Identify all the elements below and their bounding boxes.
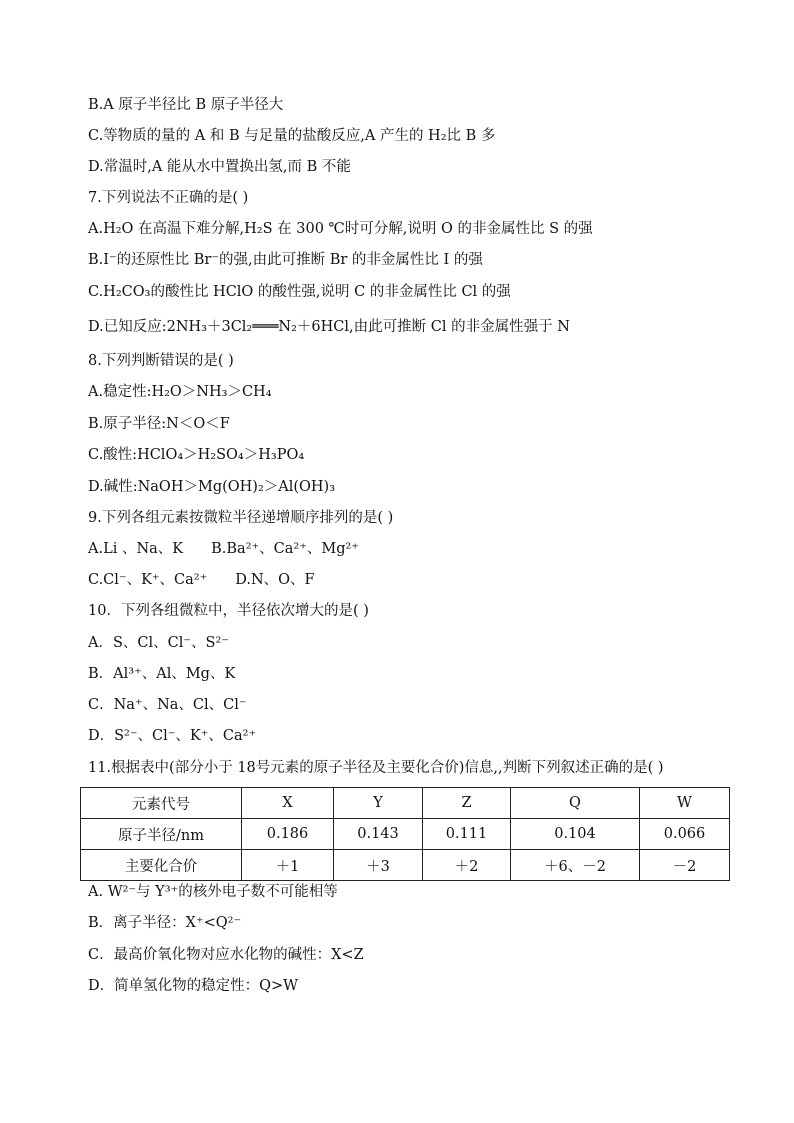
- table-cell: －2: [640, 850, 730, 881]
- q11-option-c: C．最高价氧化物对应水化物的碱性：X<Z: [88, 947, 364, 963]
- table-row: [81, 788, 730, 819]
- table-cell: 主要化合价: [81, 850, 242, 881]
- q7-option-c: C.H₂CO₃的酸性比 HClO 的酸性强,说明 C 的非金属性比 Cl 的强: [88, 284, 511, 300]
- q9-option-d: D.N、O、F: [235, 572, 315, 588]
- element-info-table: [80, 787, 730, 881]
- table-cell: Z: [423, 788, 511, 819]
- q7-option-d: D.已知反应:2NH₃＋3Cl₂═══N₂＋6HCl,由此可推断 Cl 的非金属性强于 N: [88, 319, 570, 335]
- table-cell: W: [640, 788, 730, 819]
- q8-option-a: A.稳定性:H₂O＞NH₃＞CH₄: [88, 384, 272, 400]
- q10-stem: 10．下列各组微粒中，半径依次增大的是( ): [88, 603, 369, 619]
- q10-option-c: C．Na⁺、Na、Cl、Cl⁻: [88, 697, 247, 713]
- q9-option-a: A.Li 、Na、K: [88, 541, 184, 557]
- q10-option-d: D．S²⁻、Cl⁻、K⁺、Ca²⁺: [88, 728, 257, 744]
- q9-options-cd: [88, 570, 315, 590]
- table-cell: 0.143: [334, 819, 423, 850]
- q8-option-b: B.原子半径:N＜O＜F: [88, 416, 230, 432]
- table-cell: 原子半径/nm: [81, 819, 242, 850]
- q10-option-b: B．Al³⁺、Al、Mg、K: [88, 666, 236, 682]
- q9-stem: 9.下列各组元素按微粒半径递增顺序排列的是( ): [88, 510, 394, 526]
- table-cell: 0.066: [640, 819, 730, 850]
- table-cell: Y: [334, 788, 423, 819]
- q6-option-c: C.等物质的量的 A 和 B 与足量的盐酸反应,A 产生的 H₂比 B 多: [88, 128, 496, 144]
- q8-option-c: C.酸性:HClO₄＞H₂SO₄＞H₃PO₄: [88, 447, 305, 463]
- table-cell: ＋3: [334, 850, 423, 881]
- table-cell: ＋1: [242, 850, 334, 881]
- q9-option-b: B.Ba²⁺、Ca²⁺、Mg²⁺: [211, 541, 359, 557]
- q7-stem: 7.下列说法不正确的是( ): [88, 190, 249, 206]
- q7-option-a: A.H₂O 在高温下难分解,H₂S 在 300 ℃时可分解,说明 O 的非金属性比 S 的强: [88, 221, 593, 237]
- table-cell: 0.104: [511, 819, 640, 850]
- table-cell: X: [242, 788, 334, 819]
- table-cell: ＋2: [423, 850, 511, 881]
- table-cell: 元素代号: [81, 788, 242, 819]
- table-row: [81, 850, 730, 881]
- q11-option-d: D．简单氢化物的稳定性：Q>W: [88, 978, 299, 994]
- table-cell: 0.111: [423, 819, 511, 850]
- table-cell: 0.186: [242, 819, 334, 850]
- q9-option-c: C.Cl⁻、K⁺、Ca²⁺: [88, 572, 208, 588]
- q7-option-b: B.I⁻的还原性比 Br⁻的强,由此可推断 Br 的非金属性比 I 的强: [88, 252, 483, 268]
- table-row: [81, 819, 730, 850]
- q8-option-d: D.碱性:NaOH＞Mg(OH)₂＞Al(OH)₃: [88, 479, 336, 495]
- q10-option-a: A．S、Cl、Cl⁻、S²⁻: [88, 635, 229, 651]
- q11-option-b: B．离子半径：X⁺<Q²⁻: [88, 915, 242, 931]
- q6-option-d: D.常温时,A 能从水中置换出氢,而 B 不能: [88, 159, 351, 175]
- q8-stem: 8.下列判断错误的是( ): [88, 353, 234, 369]
- q9-options-ab: [88, 539, 359, 559]
- q11-stem: 11.根据表中(部分小于 18号元素的原子半径及主要化合价)信息,,判断下列叙述正确的是( ): [88, 760, 664, 776]
- table-cell: ＋6、－2: [511, 850, 640, 881]
- table-cell: Q: [511, 788, 640, 819]
- q11-option-a: A. W²⁻与 Y³⁺的核外电子数不可能相等: [88, 884, 338, 900]
- q6-option-b: B.A 原子半径比 B 原子半径大: [88, 97, 284, 113]
